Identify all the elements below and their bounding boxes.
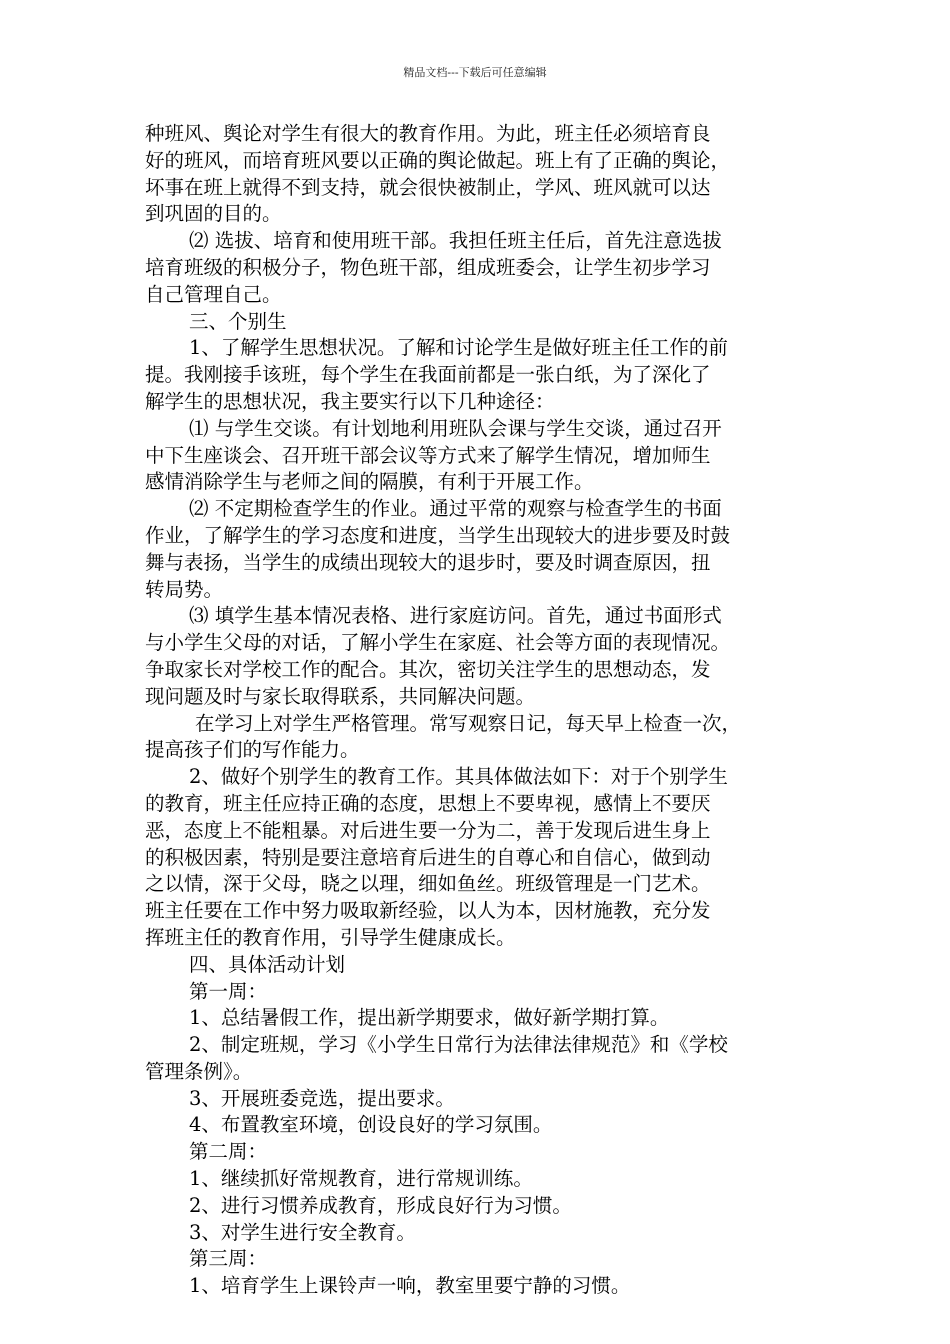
text-line: 班主任要在工作中努力吸取新经验，以人为本，因材施教，充分发 <box>145 899 711 923</box>
text-line: ⑴ 与学生交谈。有计划地利用班队会课与学生交谈，通过召开 <box>189 416 722 440</box>
section-heading: 四、具体活动计划 <box>189 952 346 976</box>
week-heading: 第三周： <box>189 1247 268 1271</box>
text-line: 种班风、舆论对学生有很大的教育作用。为此，班主任必须培育良 <box>145 122 711 145</box>
text-line: 提。我刚接手该班，每个学生在我面前都是一张白纸，为了深化了 <box>145 363 711 387</box>
text-line: 3、开展班委竞选，提出要求。 <box>189 1086 455 1110</box>
text-line: 解学生的思想状况，我主要实行以下几种途径： <box>145 389 555 413</box>
text-line: 挥班主任的教育作用，引导学生健康成长。 <box>145 925 516 949</box>
week-heading: 第二周： <box>189 1140 268 1164</box>
text-line: 的教育，班主任应持正确的态度，思想上不要卑视，感情上不要厌 <box>145 791 711 815</box>
text-line: ⑵ 选拔、培育和使用班干部。我担任班主任后，首先注意选拔 <box>189 229 722 253</box>
section-heading: 三、个别生 <box>189 309 287 333</box>
text-line: 提高孩子们的写作能力。 <box>145 738 360 762</box>
text-line: 好的班风，而培育班风要以正确的舆论做起。班上有了正确的舆论， <box>145 148 731 172</box>
text-line: 4、布置教室环境，创设良好的学习氛围。 <box>189 1113 553 1137</box>
text-line: 的积极因素，特别是要注意培育后进生的自尊心和自信心，做到动 <box>145 845 711 869</box>
text-line: 1、总结暑假工作，提出新学期要求，做好新学期打算。 <box>189 1006 670 1030</box>
document-body <box>145 121 811 1300</box>
text-line: 自己管理自己。 <box>145 282 282 306</box>
text-line: 与小学生父母的对话，了解小学生在家庭、社会等方面的表现情况。 <box>145 631 731 655</box>
page-header: 精品文档---下载后可任意编辑 <box>403 66 547 79</box>
text-line: 1、了解学生思想状况。了解和讨论学生是做好班主任工作的前 <box>189 336 728 360</box>
text-line: 之以情，深于父母，晓之以理，细如鱼丝。班级管理是一门艺术。 <box>145 872 711 896</box>
text-line: 1、继续抓好常规教育，进行常规训练。 <box>189 1167 533 1191</box>
text-line: 坏事在班上就得不到支持，就会很快被制止，学风、班风就可以达 <box>145 175 711 199</box>
week-heading: 第一周： <box>189 979 268 1003</box>
text-line: 中下生座谈会、召开班干部会议等方式来了解学生情况，增加师生 <box>145 443 711 467</box>
text-line: 到巩固的目的。 <box>145 202 282 226</box>
text-line: 3、对学生进行安全教育。 <box>189 1220 416 1244</box>
text-line: 2、制定班规，学习《小学生日常行为法律法律规范》和《学校 <box>189 1033 728 1057</box>
text-line: ⑶ 填学生基本情况表格、进行家庭访问。首先，通过书面形式 <box>189 604 722 628</box>
text-line: 2、做好个别学生的教育工作。其具体做法如下：对于个别学生 <box>189 765 728 789</box>
text-line: 2、进行习惯养成教育，形成良好行为习惯。 <box>189 1193 572 1217</box>
text-line: 感情消除学生与老师之间的隔膜，有利于开展工作。 <box>145 470 594 494</box>
text-line: 1、培育学生上课铃声一响，教室里要宁静的习惯。 <box>189 1274 631 1298</box>
text-line: 舞与表扬，当学生的成绩出现较大的退步时，要及时调查原因，扭 <box>145 550 711 574</box>
text-line: 转局势。 <box>145 577 224 601</box>
text-line: ⑵ 不定期检查学生的作业。通过平常的观察与检查学生的书面 <box>189 497 722 521</box>
text-line: 在学习上对学生严格管理。常写观察日记，每天早上检查一次， <box>195 711 742 735</box>
text-line: 现问题及时与家长取得联系，共同解决问题。 <box>145 684 536 708</box>
text-line: 争取家长对学校工作的配合。其次，密切关注学生的思想动态，发 <box>145 657 711 681</box>
text-line: 作业，了解学生的学习态度和进度，当学生出现较大的进步要及时鼓 <box>145 523 731 547</box>
text-line: 恶，态度上不能粗暴。对后进生要一分为二，善于发现后进生身上 <box>145 818 711 842</box>
text-line: 管理条例》。 <box>145 1059 253 1083</box>
text-line: 培育班级的积极分子，物色班干部，组成班委会，让学生初步学习 <box>145 255 711 279</box>
